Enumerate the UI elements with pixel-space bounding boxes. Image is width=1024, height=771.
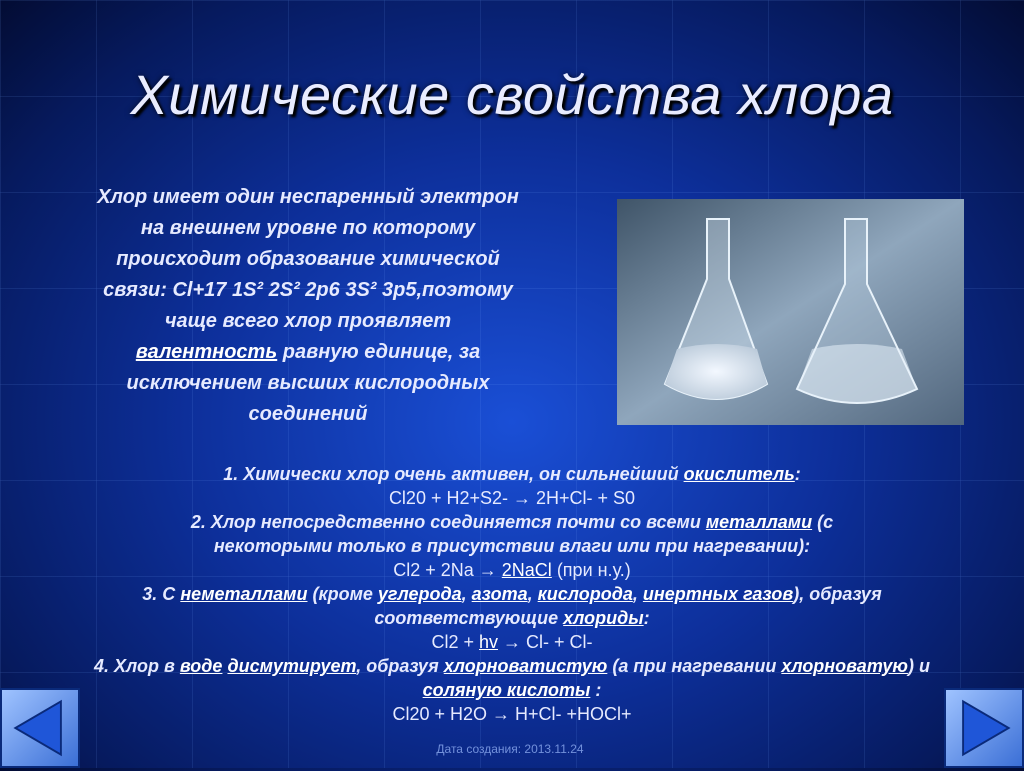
point-text: :	[590, 680, 602, 700]
chlorides-link[interactable]: хлориды	[563, 608, 644, 628]
point-text: :	[794, 464, 801, 484]
point-text: 3. С	[142, 584, 181, 604]
equation-text: (при н.у.)	[551, 560, 631, 580]
point-text: ), образуя	[793, 584, 882, 604]
flasks-illustration	[617, 199, 964, 425]
equation-text: → Cl- + Cl-	[498, 632, 593, 652]
creation-date: Дата создания: 2013.11.24	[436, 742, 584, 756]
point-text: :	[643, 608, 650, 628]
point-text: соответствующие	[374, 608, 564, 628]
prev-slide-button[interactable]	[0, 688, 80, 768]
water-link[interactable]: воде	[179, 656, 223, 676]
chloric-link[interactable]: хлорноватую	[781, 656, 908, 676]
nonmetals-link[interactable]: неметаллами	[180, 584, 308, 604]
equation-text: Cl2 +	[431, 632, 479, 652]
nacl-link[interactable]: 2NaCl	[501, 560, 552, 580]
intro-line: связи: Cl+17 1S² 2S² 2p6 3S² 3p5,поэтому	[103, 279, 513, 301]
equation-4: Cl20 + H2O → H+Cl- +HOCl+	[392, 704, 632, 724]
oxidizer-link[interactable]: окислитель	[683, 464, 795, 484]
point-2-line-2: некоторыми только в присутствии влаги или при нагревании):	[213, 536, 811, 556]
point-text: ,	[461, 584, 472, 604]
intro-line: чаще всего хлор проявляет	[164, 310, 452, 332]
point-text: (а при нагревании	[607, 656, 782, 676]
slide-title: Химические свойства хлора	[130, 63, 894, 126]
point-text: 4. Хлор в	[94, 656, 180, 676]
equation-3	[0, 630, 1024, 654]
hv-link[interactable]: hv	[479, 632, 499, 652]
point-text: (с	[812, 512, 834, 532]
intro-line: на внешнем уровне по которому	[140, 217, 476, 239]
point-4	[0, 654, 1024, 678]
carbon-link[interactable]: углерода	[377, 584, 462, 604]
point-3	[0, 582, 1024, 606]
equation-text: Cl2 + 2Na →	[393, 560, 502, 580]
intro-paragraph	[28, 182, 588, 430]
intro-text: равную единице, за	[277, 341, 481, 363]
point-1	[0, 462, 1024, 486]
point-text: 2. Хлор непосредственно соединяется почти со всеми	[190, 512, 706, 532]
point-text: 1. Химически хлор очень активен, он сильнейший	[223, 464, 684, 484]
right-arrow-icon	[946, 690, 1022, 766]
point-2	[0, 510, 1024, 534]
next-slide-button[interactable]	[944, 688, 1024, 768]
metals-link[interactable]: металлами	[705, 512, 813, 532]
point-text: ) и	[907, 656, 930, 676]
intro-line: Хлор имеет один неспаренный электрон	[97, 186, 519, 208]
properties-list	[0, 462, 1024, 726]
equation-1: Cl20 + H2+S2- → 2H+Cl- + S0	[388, 488, 636, 508]
intro-line: соединений	[248, 403, 368, 425]
point-text: ,	[527, 584, 538, 604]
hypochlorous-link[interactable]: хлорноватистую	[443, 656, 608, 676]
dismutation-link[interactable]: дисмутирует	[227, 656, 357, 676]
nitrogen-link[interactable]: азота	[471, 584, 528, 604]
intro-line	[28, 337, 588, 368]
point-3-line-2	[0, 606, 1024, 630]
intro-line: исключением высших кислородных	[126, 372, 490, 394]
left-arrow-icon	[2, 690, 78, 766]
point-text: ,	[632, 584, 643, 604]
point-4-line-2	[0, 678, 1024, 702]
equation-2	[0, 558, 1024, 582]
valence-link[interactable]: валентность	[135, 341, 278, 363]
inert-gases-link[interactable]: инертных газов	[642, 584, 794, 604]
flasks-image	[617, 199, 964, 425]
hydrochloric-acid-link[interactable]: соляную кислоты	[422, 680, 591, 700]
point-text: , образуя	[356, 656, 444, 676]
point-text: (кроме	[307, 584, 378, 604]
intro-line: происходит образование химической	[116, 248, 500, 270]
oxygen-link[interactable]: кислорода	[537, 584, 633, 604]
